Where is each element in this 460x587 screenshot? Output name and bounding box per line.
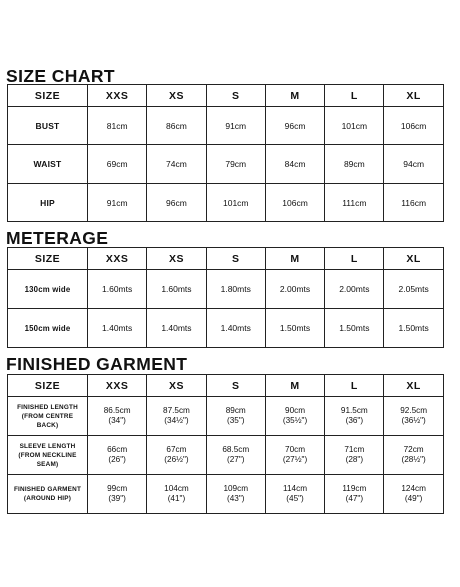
- inch-value: (28½"): [401, 455, 426, 464]
- table-cell: [384, 436, 443, 475]
- table-cell: 1.60mts: [147, 270, 206, 309]
- table-cell: [88, 475, 147, 514]
- table-row: [8, 184, 444, 222]
- table-cell: 2.00mts: [325, 270, 384, 309]
- table-row: [8, 397, 444, 436]
- size-chart-table: [7, 84, 444, 222]
- row-label-line: FINISHED LENGTH: [17, 403, 78, 411]
- column-header-m: M: [265, 375, 324, 397]
- row-label-130cm-wide: 130cm wide: [8, 270, 88, 309]
- column-header-s: S: [206, 248, 265, 270]
- table-cell: 101cm: [325, 107, 384, 145]
- cm-value: 86.5cm: [103, 406, 131, 415]
- table-cell: [147, 436, 206, 475]
- inch-value: (26"): [108, 455, 126, 464]
- table-cell: 1.40mts: [147, 309, 206, 348]
- column-header-xl: XL: [384, 248, 443, 270]
- table-cell: 1.50mts: [265, 309, 324, 348]
- table-cell: 111cm: [325, 184, 384, 222]
- table-cell: [206, 397, 265, 436]
- table-cell: 1.80mts: [206, 270, 265, 309]
- inch-value: (36"): [345, 416, 364, 425]
- table-cell: [265, 436, 324, 475]
- table-cell: [265, 397, 324, 436]
- table-cell: [384, 397, 443, 436]
- column-header-size: SIZE: [8, 85, 88, 107]
- table-cell: 101cm: [206, 184, 265, 222]
- row-label-line: SEAM): [36, 460, 59, 468]
- table-cell: 84cm: [265, 145, 324, 184]
- table-cell: 74cm: [147, 145, 206, 184]
- column-header-l: L: [325, 85, 384, 107]
- cm-value: 104cm: [164, 484, 189, 493]
- size-chart-header-row: [8, 85, 444, 107]
- inch-value: (45"): [286, 494, 304, 503]
- meterage-table: [7, 247, 444, 348]
- column-header-xxs: XXS: [88, 248, 147, 270]
- row-label-150cm-wide: 150cm wide: [8, 309, 88, 348]
- row-label-line: BACK): [36, 421, 59, 429]
- inch-value: (27½"): [282, 455, 308, 464]
- cm-value: 67cm: [166, 445, 187, 454]
- row-label-line: (FROM NECKLINE: [18, 451, 77, 459]
- cm-value: 91.5cm: [340, 406, 368, 415]
- inch-value: (34"): [108, 416, 126, 425]
- table-cell: [147, 397, 206, 436]
- meterage-header-row: [8, 248, 444, 270]
- table-cell: 96cm: [265, 107, 324, 145]
- cm-value: 71cm: [344, 445, 365, 454]
- cm-value: 90cm: [285, 406, 306, 415]
- column-header-xs: XS: [147, 85, 206, 107]
- table-row: [8, 436, 444, 475]
- table-cell: 94cm: [384, 145, 443, 184]
- table-cell: [147, 475, 206, 514]
- table-cell: [206, 475, 265, 514]
- row-label-sleeve-length: [8, 436, 88, 475]
- inch-value: (28"): [345, 455, 364, 464]
- table-cell: [206, 436, 265, 475]
- column-header-xxs: XXS: [88, 375, 147, 397]
- table-cell: 86cm: [147, 107, 206, 145]
- cm-value: 114cm: [283, 484, 308, 493]
- row-label-bust: BUST: [8, 107, 88, 145]
- table-cell: 1.60mts: [88, 270, 147, 309]
- cm-value: 89cm: [225, 406, 246, 415]
- cm-value: 66cm: [107, 445, 128, 454]
- table-cell: 106cm: [265, 184, 324, 222]
- table-cell: 96cm: [147, 184, 206, 222]
- table-row: [8, 107, 444, 145]
- row-label-finished-length: [8, 397, 88, 436]
- row-label-waist: WAIST: [8, 145, 88, 184]
- table-cell: [265, 475, 324, 514]
- table-cell: 69cm: [88, 145, 147, 184]
- table-cell: 91cm: [88, 184, 147, 222]
- cm-value: 109cm: [223, 484, 249, 493]
- table-cell: [325, 397, 384, 436]
- table-cell: 1.50mts: [325, 309, 384, 348]
- table-cell: [325, 475, 384, 514]
- finished-garment-table: [7, 374, 444, 514]
- table-cell: 1.40mts: [88, 309, 147, 348]
- inch-value: (35½"): [282, 416, 308, 425]
- table-cell: 1.50mts: [384, 309, 443, 348]
- inch-value: (26½"): [164, 455, 189, 464]
- cm-value: 119cm: [342, 484, 367, 493]
- cm-value: 72cm: [403, 445, 424, 454]
- row-label-line: (FROM CENTRE: [21, 412, 74, 420]
- column-header-xs: XS: [147, 248, 206, 270]
- finished-garment-title: FINISHED GARMENT: [6, 354, 188, 374]
- row-label-line: FINISHED GARMENT: [13, 486, 82, 493]
- column-header-xl: XL: [384, 85, 443, 107]
- size-chart-title: SIZE CHART: [6, 66, 115, 86]
- finished-garment-header-row: [8, 375, 444, 397]
- cm-value: 92.5cm: [400, 406, 428, 415]
- meterage-title: METERAGE: [6, 228, 109, 248]
- row-label-line: SLEEVE LENGTH: [19, 442, 76, 450]
- table-cell: 1.40mts: [206, 309, 265, 348]
- table-cell: 2.00mts: [265, 270, 324, 309]
- column-header-s: S: [206, 375, 265, 397]
- table-cell: 2.05mts: [384, 270, 443, 309]
- table-cell: 116cm: [384, 184, 443, 222]
- inch-value: (49"): [404, 494, 423, 503]
- row-label-hip: HIP: [8, 184, 88, 222]
- row-label-finished-garment: [8, 475, 88, 514]
- column-header-l: L: [325, 248, 384, 270]
- table-row: [8, 270, 444, 309]
- row-label-line: (AROUND HIP): [23, 495, 72, 502]
- column-header-s: S: [206, 85, 265, 107]
- inch-value: (27"): [227, 455, 245, 464]
- cm-value: 87.5cm: [163, 406, 190, 415]
- table-row: [8, 309, 444, 348]
- cm-value: 68.5cm: [222, 445, 250, 454]
- table-cell: [325, 436, 384, 475]
- table-cell: 81cm: [88, 107, 147, 145]
- table-row: [8, 145, 444, 184]
- inch-value: (43"): [227, 494, 245, 503]
- inch-value: (36½"): [401, 416, 426, 425]
- column-header-size: SIZE: [8, 248, 88, 270]
- table-cell: [88, 436, 147, 475]
- table-row: [8, 475, 444, 514]
- column-header-l: L: [325, 375, 384, 397]
- column-header-size: SIZE: [8, 375, 88, 397]
- column-header-m: M: [265, 85, 324, 107]
- table-cell: [384, 475, 443, 514]
- cm-value: 99cm: [107, 484, 128, 493]
- column-header-xs: XS: [147, 375, 206, 397]
- cm-value: 124cm: [401, 484, 426, 493]
- table-cell: 89cm: [325, 145, 384, 184]
- column-header-m: M: [265, 248, 324, 270]
- inch-value: (34½"): [164, 416, 189, 425]
- table-cell: 91cm: [206, 107, 265, 145]
- inch-value: (41"): [167, 494, 186, 503]
- table-cell: 79cm: [206, 145, 265, 184]
- inch-value: (35"): [227, 416, 245, 425]
- inch-value: (47"): [345, 494, 364, 503]
- cm-value: 70cm: [285, 445, 306, 454]
- table-cell: [88, 397, 147, 436]
- column-header-xxs: XXS: [88, 85, 147, 107]
- column-header-xl: XL: [384, 375, 443, 397]
- inch-value: (39"): [108, 494, 126, 503]
- table-cell: 106cm: [384, 107, 443, 145]
